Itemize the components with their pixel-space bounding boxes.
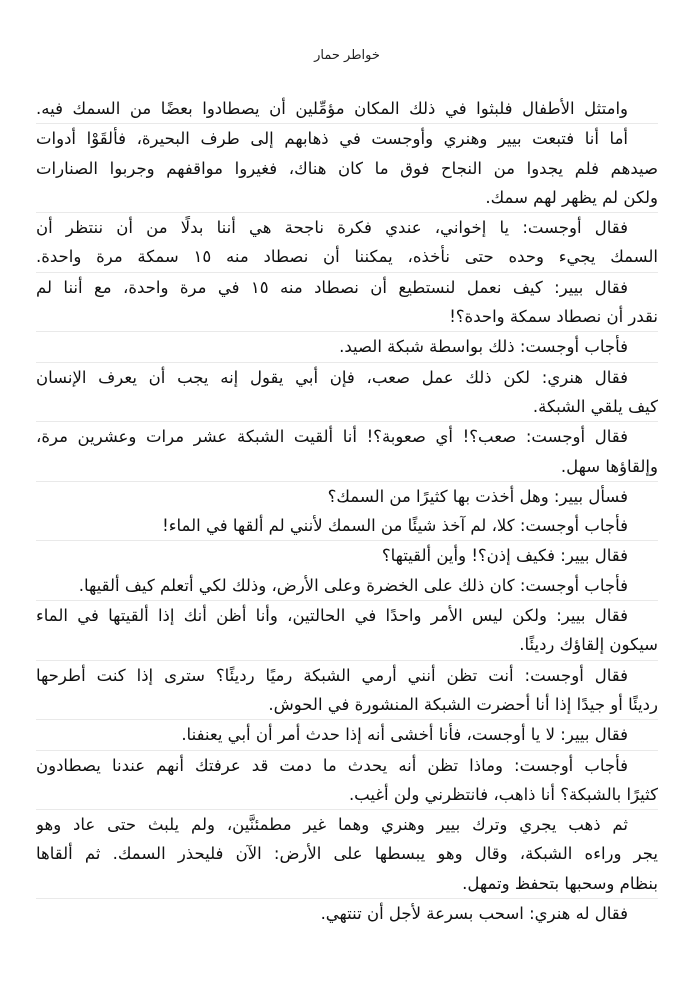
text-line: فقال له هنري: اسحب بسرعة لأجل أن تنتهي. — [36, 898, 658, 928]
text-line: سيكون إلقاؤك رديئًا. — [519, 635, 658, 655]
text-line: فأجاب أوجست: وماذا تظن أنه يحدث ما دمت قد عرفتك أنهم عندنا يصطادون — [36, 750, 658, 780]
text-line: وإلقاؤها سهل. — [560, 456, 658, 476]
text-line: السمك يجيء وحده حتى نأخذه، يمكننا أن نصطاد منه ١٥ سمكة مرة واحدة. — [36, 247, 658, 267]
text-line: فقال أوجست: أنت تظن أنني أرمي الشبكة رميًا رديئًا؟ سترى إذا كنت أطرحها — [36, 660, 658, 690]
text-line: فقال أوجست: صعب؟! أي صعوبة؟! أنا ألقيت الشبكة عشر مرات وعشرين مرة، — [36, 421, 658, 451]
text-line: فقال بيير: ولكن ليس الأمر واحدًا في الحالتين، وأنا أظن أنك إذا ألقيتها في الماء — [36, 600, 658, 630]
text-line: فأجاب أوجست: كلا، لم آخذ شيئًا من السمك لأنني لم ألقها في الماء! — [162, 516, 628, 536]
text-line: أما أنا فتبعت بيير وهنري وأوجست في ذهابهم إلى طرف البحيرة، فألقَوْا أدوات — [36, 123, 658, 153]
text-line: بنظام وسحبها بتحفظ وتمهل. — [462, 873, 658, 893]
text-line: فأجاب أوجست: ذلك بواسطة شبكة الصيد. — [36, 331, 658, 361]
text-line: فقال بيير: كيف نعمل لنستطيع أن نصطاد منه ١٥ في مرة واحدة، مع أننا لم — [36, 272, 658, 302]
text-line: فقال هنري: لكن ذلك عمل صعب، فإن أبي يقول إنه يجب أن يعرف الإنسان — [36, 362, 658, 392]
text-line: فسأل بيير: وهل أخذت بها كثيرًا من السمك؟ — [36, 481, 658, 511]
text-line: فقال بيير: فكيف إذن؟! وأين ألقيتها؟ — [36, 540, 658, 570]
text-line: رديئًا أو جيدًا إذا أنا أحضرت الشبكة المنشورة في الحوش. — [268, 694, 658, 714]
text-line: كثيرًا بالشبكة؟ أنا ذاهب، فانتظرني ولن أغيب. — [348, 784, 658, 804]
text-line: نقدر أن نصطاد سمكة واحدة؟! — [449, 307, 658, 327]
text-line: وامتثل الأطفال فلبثوا في ذلك المكان مؤمِّلين أن يصطادوا بعضًا من السمك فيه. — [36, 99, 628, 118]
text-line: فأجاب أوجست: كان ذلك على الخضرة وعلى الأرض، وذلك لكي أتعلم كيف ألقيها. — [78, 575, 628, 595]
text-line: صيدهم فلم يجدوا من النجاح فوق ما كان هناك، فغيروا مواقفهم وجربوا الصنارات — [36, 158, 658, 178]
text-line: فقال أوجست: يا إخواني، عندي فكرة ناجحة هي أننا بدلًا من أن ننتظر أن — [36, 212, 658, 242]
text-line: فقال بيير: لا يا أوجست، فأنا أخشى أنه إذا حدث أمر أن أبي يعنفنا. — [36, 719, 658, 749]
text-line: ثم ذهب يجري وترك بيير وهنري وهما غير مطمئنَّين، ولم يلبث حتى عاد وهو — [36, 809, 658, 839]
text-line: ولكن لم يظهر لهم سمك. — [485, 187, 658, 207]
running-header: خواطر حمار — [314, 48, 380, 63]
body-text — [36, 94, 658, 928]
text-line: كيف يلقي الشبكة. — [532, 396, 658, 416]
text-line: يجر وراءه الشبكة، وقال وهو يبسطها على الأرض: الآن فليحذر السمك. ثم ألقاها — [36, 844, 658, 864]
